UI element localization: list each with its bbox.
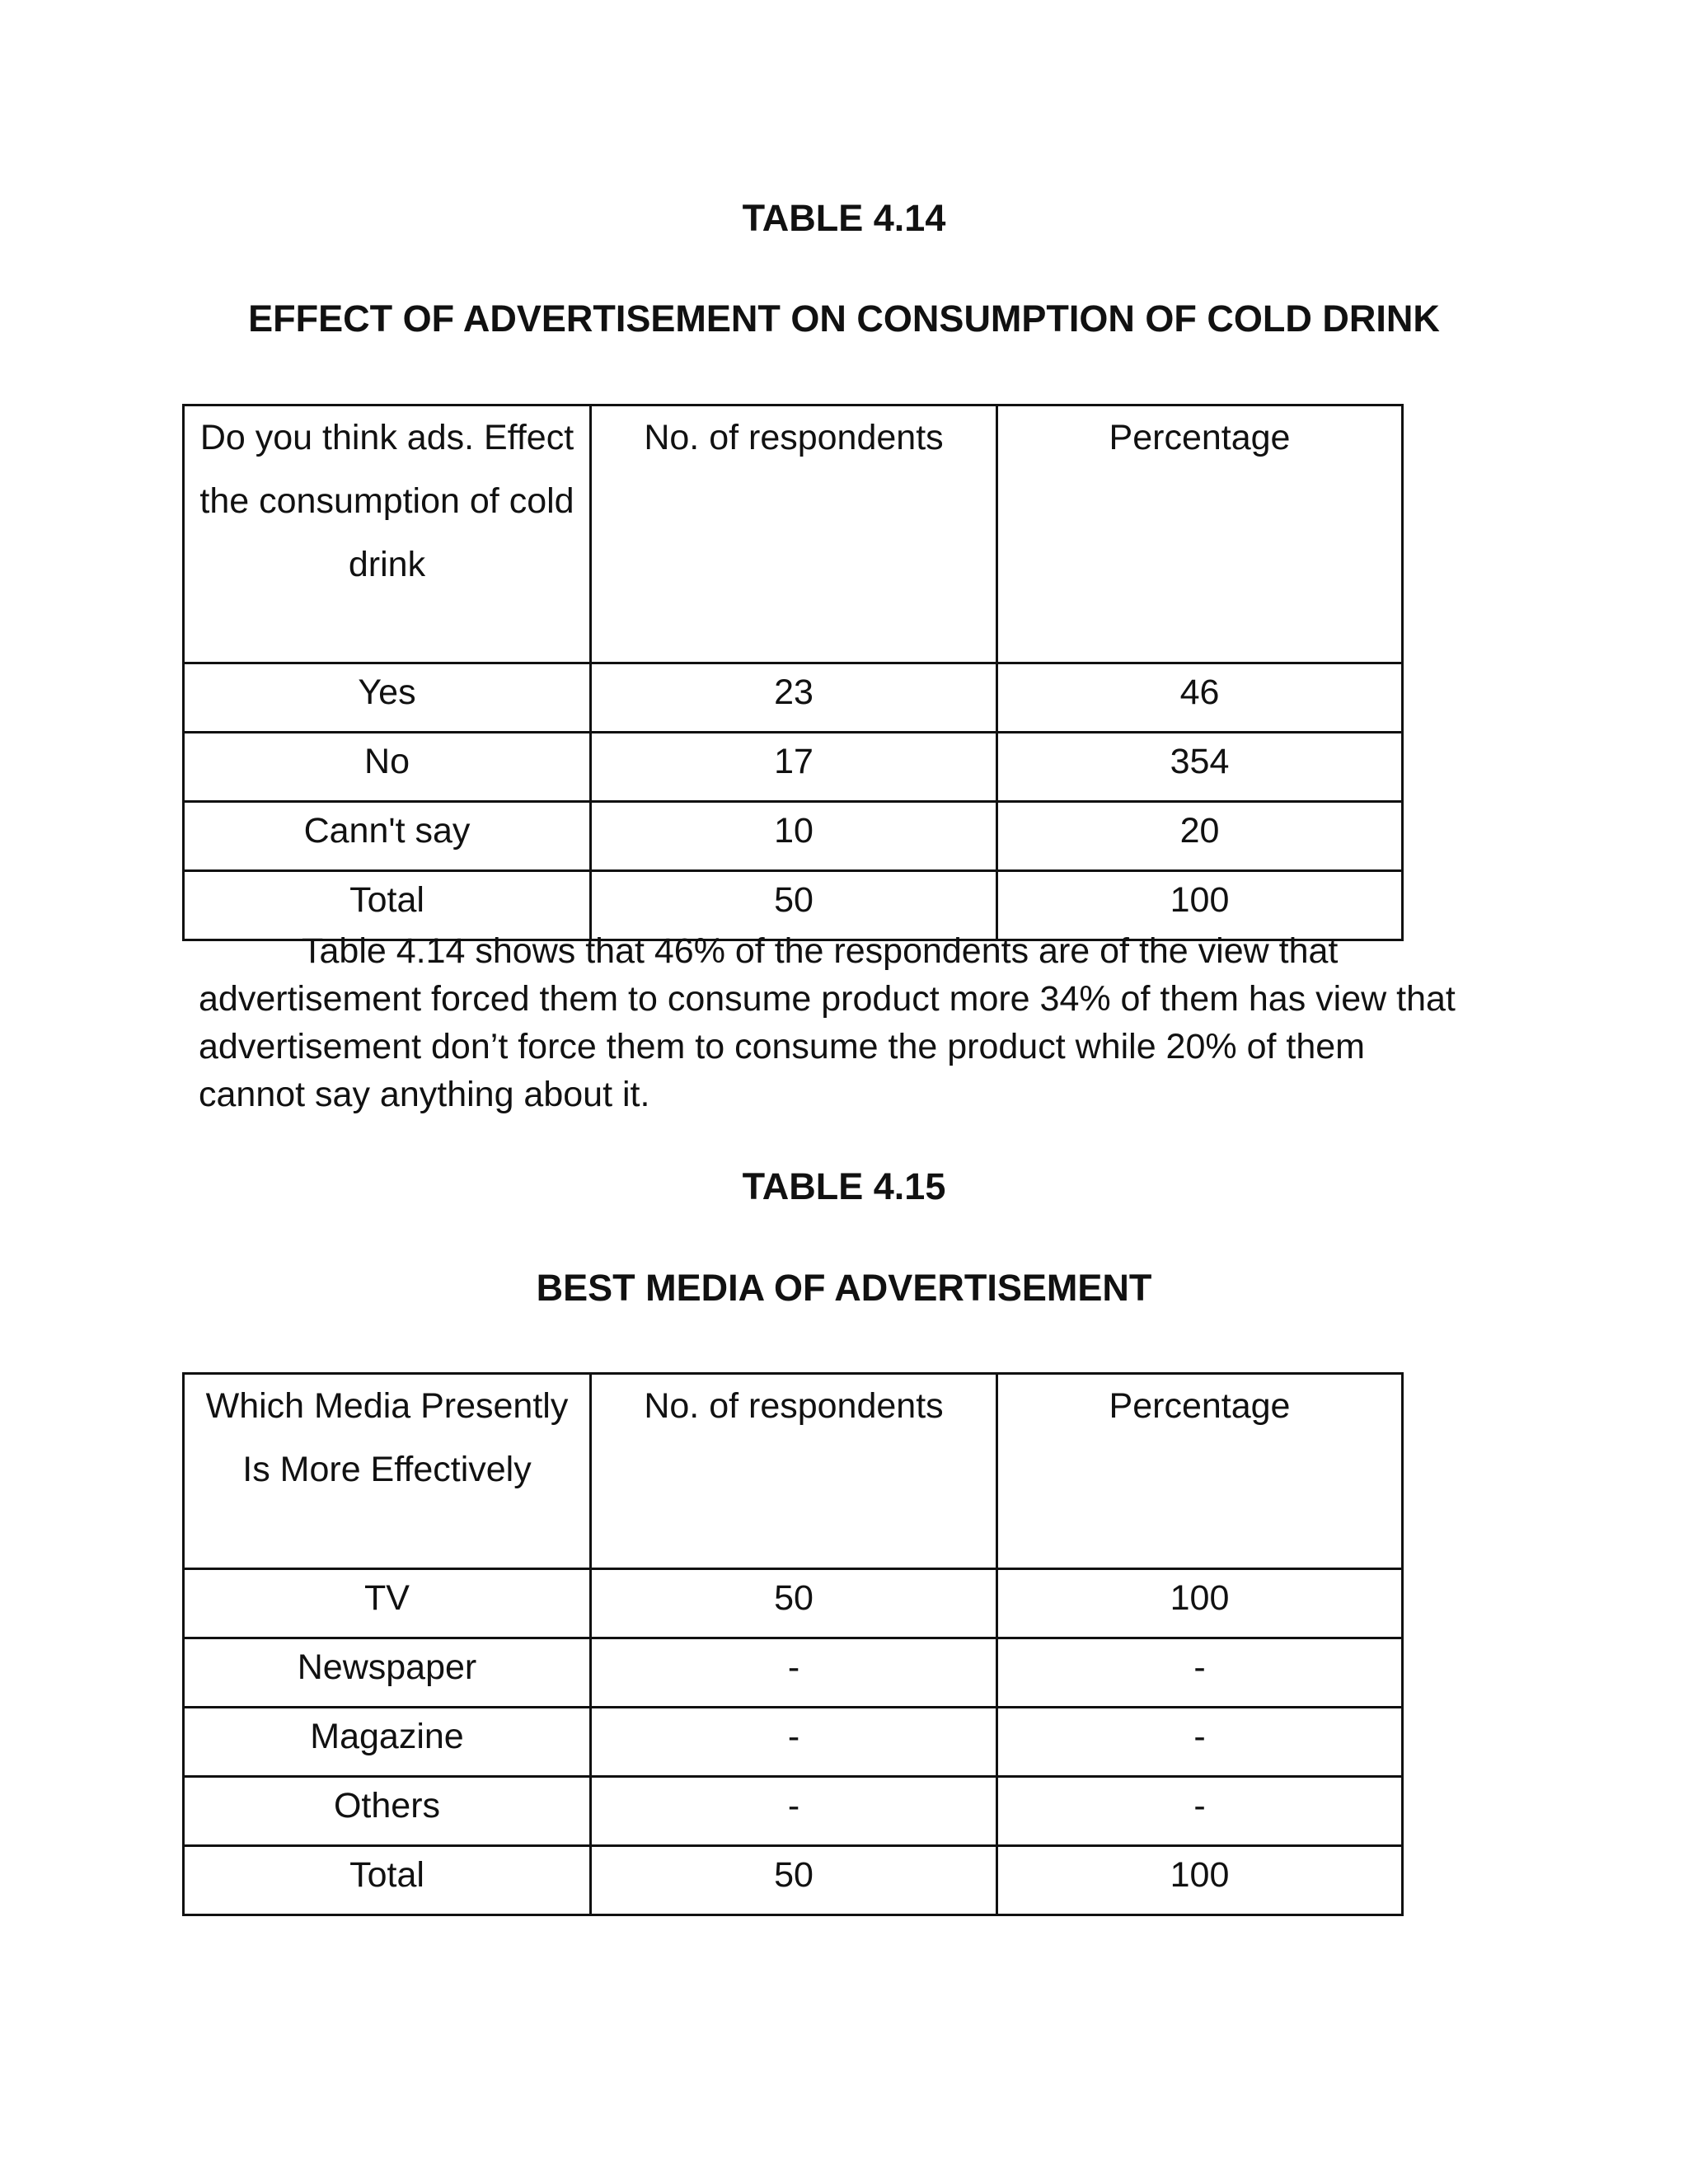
cell-respondents: 23 [591, 663, 997, 733]
cell-respondents: 50 [591, 1846, 997, 1915]
table-4-14 [182, 404, 1404, 941]
table-4-14-label: TABLE 4.14 [742, 197, 946, 239]
cell-respondents: - [591, 1777, 997, 1846]
cell-media: Others [184, 1777, 591, 1846]
cell-media: Newspaper [184, 1638, 591, 1708]
header-percentage: Percentage [997, 405, 1403, 663]
header-respondents: No. of respondents [591, 1374, 997, 1569]
table-4-14-description [199, 927, 1468, 1118]
cell-answer: Cann't say [184, 802, 591, 871]
table-4-14-title: EFFECT OF ADVERTISEMENT ON CONSUMPTION OF COLD DRINK [248, 298, 1440, 340]
table-4-15 [182, 1372, 1404, 1916]
table-row [184, 663, 1403, 733]
cell-respondents: 10 [591, 802, 997, 871]
table-row [184, 1569, 1403, 1638]
cell-percentage: 100 [997, 871, 1403, 940]
cell-respondents: 50 [591, 871, 997, 940]
table-row [184, 802, 1403, 871]
cell-percentage: - [997, 1708, 1403, 1777]
table-4-15-label: TABLE 4.15 [742, 1165, 946, 1207]
table-row [184, 1638, 1403, 1708]
table-4-15-title: BEST MEDIA OF ADVERTISEMENT [536, 1267, 1152, 1309]
table-header-row [184, 405, 1403, 663]
cell-percentage: - [997, 1777, 1403, 1846]
header-respondents: No. of respondents [591, 405, 997, 663]
cell-respondents: 17 [591, 733, 997, 802]
table-row [184, 1777, 1403, 1846]
cell-media: TV [184, 1569, 591, 1638]
table-row [184, 733, 1403, 802]
cell-percentage: 100 [997, 1846, 1403, 1915]
table-total-row [184, 1846, 1403, 1915]
header-percentage: Percentage [997, 1374, 1403, 1569]
cell-answer: Total [184, 871, 591, 940]
cell-percentage: 46 [997, 663, 1403, 733]
table-header-row [184, 1374, 1403, 1569]
paragraph-text: Table 4.14 shows that 46% of the respondents are of the view that advertisement forced them to consume product more 34% of them has view that advertisement don’t force them to consume the product while 20% of them cannot say anything about it. [199, 931, 1456, 1114]
header-media: Which Media Presently Is More Effectively [184, 1374, 591, 1569]
cell-respondents: - [591, 1708, 997, 1777]
cell-answer: Yes [184, 663, 591, 733]
cell-answer: No [184, 733, 591, 802]
cell-respondents: - [591, 1638, 997, 1708]
cell-media: Magazine [184, 1708, 591, 1777]
cell-percentage: 20 [997, 802, 1403, 871]
cell-media: Total [184, 1846, 591, 1915]
cell-percentage: 100 [997, 1569, 1403, 1638]
cell-percentage: - [997, 1638, 1403, 1708]
table-row [184, 1708, 1403, 1777]
header-question: Do you think ads. Effect the consumption of cold drink [184, 405, 591, 663]
cell-respondents: 50 [591, 1569, 997, 1638]
cell-percentage: 354 [997, 733, 1403, 802]
